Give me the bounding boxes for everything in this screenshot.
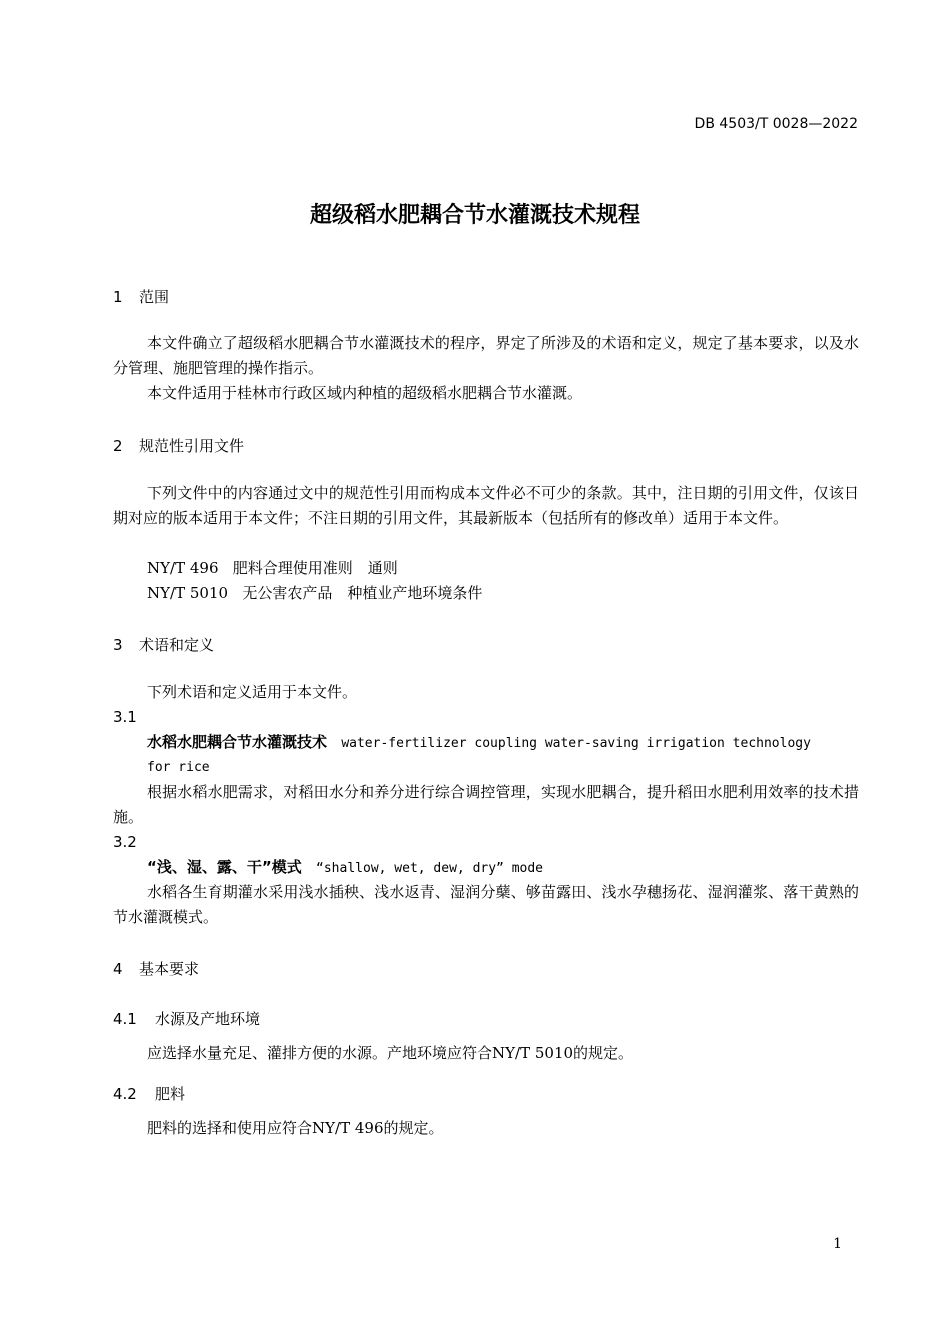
section-4-heading xyxy=(113,958,199,979)
section-2-heading xyxy=(113,435,244,456)
section-1-paragraph-2: 本文件适用于桂林市行政区域内种植的超级稻水肥耦合节水灌溉。 xyxy=(147,384,583,402)
section-title: 范围 xyxy=(139,288,170,306)
page-number: 1 xyxy=(833,1236,842,1252)
section-1-paragraph-1: 本文件确立了超级稻水肥耦合节水灌溉技术的程序，界定了所涉及的术语和定义，规定了基本要求，以及水分管理、施肥管理的操作指示。 xyxy=(113,334,859,377)
section-number: 2 xyxy=(113,437,123,455)
term-3-1-definition: 根据水稻水肥需求，对稻田水分和养分进行综合调控管理，实现水肥耦合，提升稻田水肥利用效率的技术措施。 xyxy=(113,783,859,826)
subsection-number: 4.1 xyxy=(113,1010,137,1028)
document-title: 超级稻水肥耦合节水灌溉技术规程 xyxy=(309,203,640,228)
section-number: 4 xyxy=(113,960,123,978)
subsection-4-1-text: 应选择水量充足、灌排方便的水源。产地环境应符合NY/T 5010的规定。 xyxy=(147,1044,634,1062)
term-english: water-fertilizer coupling water-saving irrigation technology xyxy=(341,736,811,751)
reference-title: 无公害农产品 种植业产地环境条件 xyxy=(242,584,483,602)
subsection-4-2-text: 肥料的选择和使用应符合NY/T 496的规定。 xyxy=(147,1119,444,1137)
section-2-paragraph-1: 下列文件中的内容通过文中的规范性引用而构成本文件必不可少的条款。其中，注日期的引用文件，仅该日期对应的版本适用于本文件；不注日期的引用文件，其最新版本（包括所有的修改单）适用于本文件。 xyxy=(113,484,859,527)
subsection-title: 肥料 xyxy=(155,1085,186,1103)
section-title: 基本要求 xyxy=(139,960,200,978)
term-chinese: “浅、湿、露、干”模式 xyxy=(147,858,302,876)
term-number: 3.1 xyxy=(113,708,137,726)
section-1-heading xyxy=(113,286,169,307)
standard-code: DB 4503/T 0028—2022 xyxy=(694,116,858,132)
section-number: 1 xyxy=(113,288,123,306)
reference-code: NY/T 5010 xyxy=(147,584,229,602)
section-3-heading xyxy=(113,634,214,655)
reference-code: NY/T 496 xyxy=(147,559,219,577)
term-english-continued: for rice xyxy=(147,760,210,775)
term-3-2-line-1 xyxy=(147,855,543,881)
term-3-1-line-1 xyxy=(147,730,811,756)
section-3-intro: 下列术语和定义适用于本文件。 xyxy=(147,683,358,701)
reference-title: 肥料合理使用准则 通则 xyxy=(232,559,398,577)
term-chinese: 水稻水肥耦合节水灌溉技术 xyxy=(147,733,328,751)
section-number: 3 xyxy=(113,636,123,654)
normative-reference xyxy=(147,556,398,581)
subsection-title: 水源及产地环境 xyxy=(155,1010,261,1028)
term-english: “shallow, wet, dew, dry” mode xyxy=(316,861,544,876)
section-title: 规范性引用文件 xyxy=(139,437,245,455)
subsection-number: 4.2 xyxy=(113,1085,137,1103)
normative-reference xyxy=(147,581,482,606)
section-title: 术语和定义 xyxy=(139,636,215,654)
term-number: 3.2 xyxy=(113,833,137,851)
term-3-2-definition: 水稻各生育期灌水采用浅水插秧、浅水返青、湿润分蘖、够苗露田、浅水孕穗扬花、湿润灌浆、落干黄熟的节水灌溉模式。 xyxy=(113,883,859,926)
subsection-4-1-heading xyxy=(113,1008,260,1029)
subsection-4-2-heading xyxy=(113,1083,185,1104)
